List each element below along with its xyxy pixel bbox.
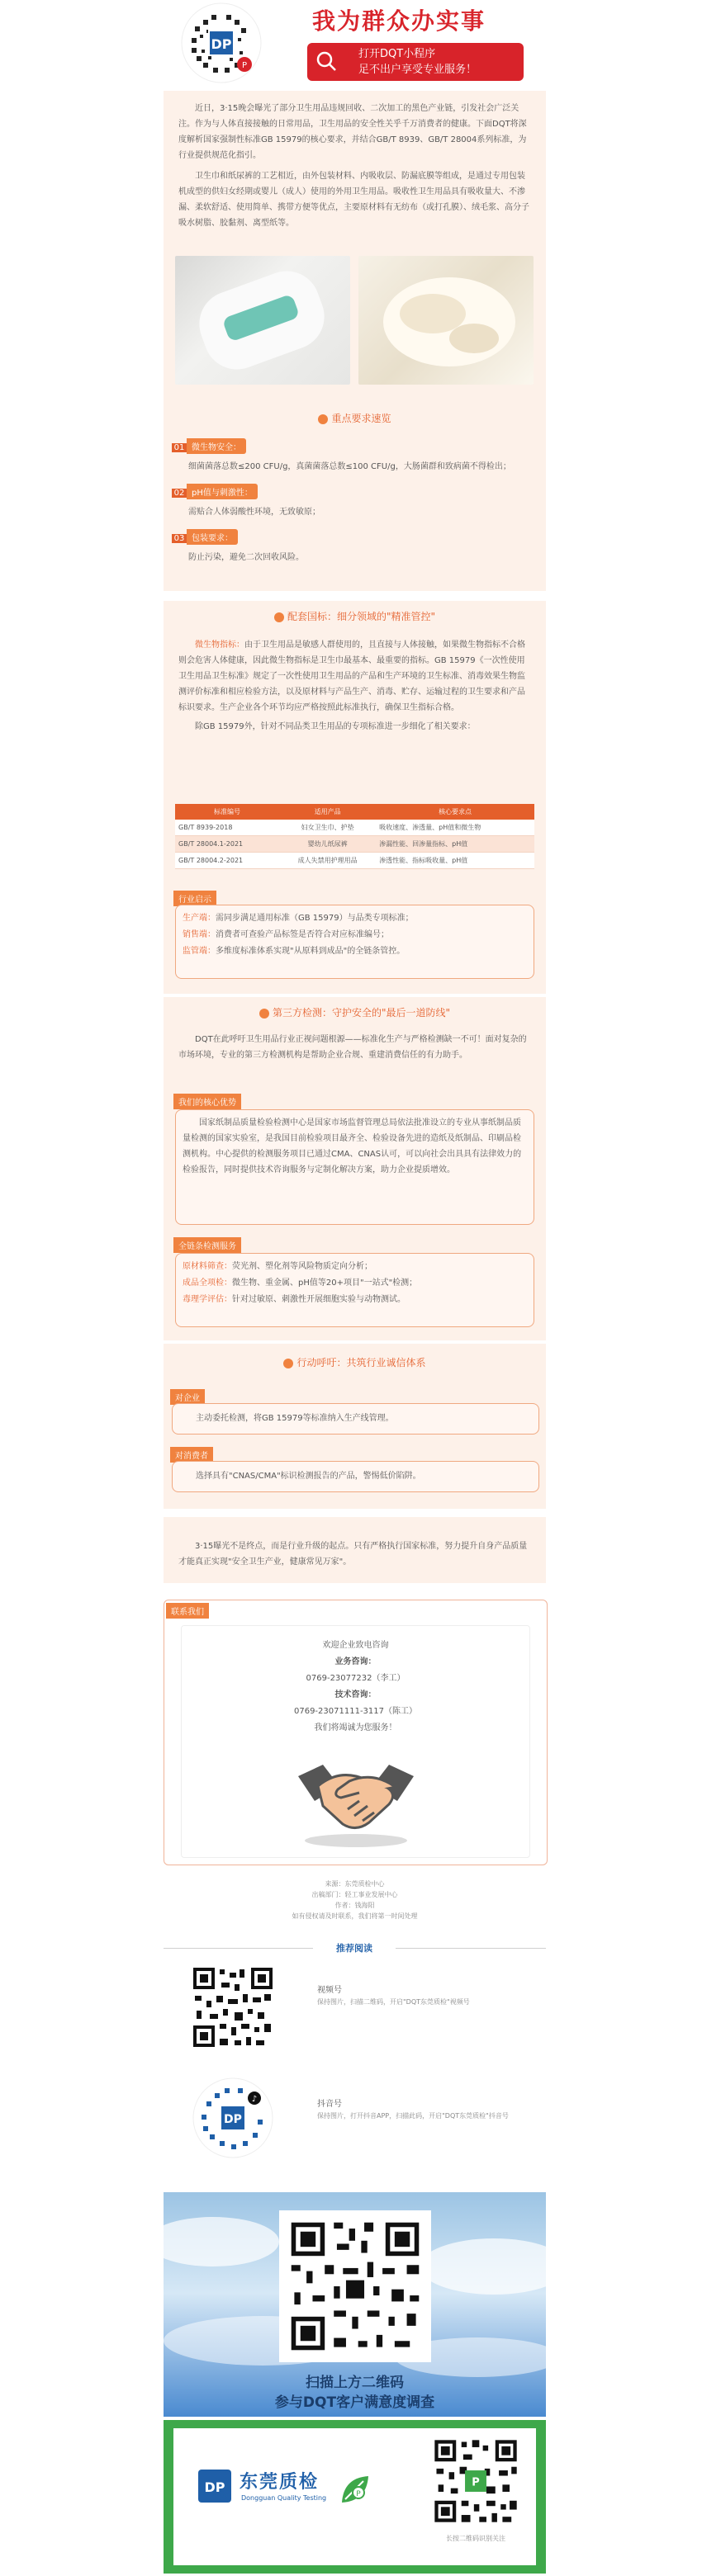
douyin-title: 抖音号 <box>317 2100 342 2109</box>
survey-line-2: 参与DQT客户满意度调查 <box>274 2394 435 2411</box>
table-header: 标准编号 <box>175 804 279 820</box>
credit-source: 来源：东莞质检中心 <box>325 1880 385 1888</box>
service-item: 成品全项检：微生物、重金属、pH值等20+项目"一站式"检测； <box>183 1279 418 1288</box>
insight-item: 监管端：多维度标准体系实现"从原料到成品"的全链条管控。 <box>183 947 406 956</box>
advantage-box: 国家纸制品质量检验检测中心是国家市场监督管理总局依法批准设立的专业从事纸制品质量检测的国家实验室，是我国目前检验项目最齐全、检验设备先进的造纸及纸制品、印刷品检测机构。中心提供的检测服务项目已通过CMA、CNAS认可，可以向社会出具具有法律效力的检验报告，同时提供技术咨询服务与定制化解决方案，助力企业提质增效。 <box>175 1109 534 1225</box>
contact-thanks: 我们将竭诚为您服务！ <box>314 1723 397 1732</box>
section4-title: 行动呼吁：共筑行业诚信体系 <box>164 1355 546 1369</box>
svg-text:P: P <box>356 2490 361 2498</box>
table-row: GB/T 8939-2018 妇女卫生巾、护垫 吸收速度、渗透量、pH值和微生物 <box>175 820 534 836</box>
cta-line-1: 打开DQT小程序 <box>358 48 436 60</box>
svg-text:DP: DP <box>224 2113 242 2126</box>
tech-phone[interactable]: 0769-23071111-3117（陈工） <box>293 1707 417 1716</box>
advantage-tag: 我们的核心优势 <box>173 1093 241 1109</box>
cta-line-2: 足不出户享受专业服务！ <box>358 64 477 76</box>
brand-name: 东莞质检 <box>240 2472 320 2493</box>
tech-label: 技术咨询： <box>334 1690 377 1699</box>
standards-section <box>164 601 546 994</box>
business-label: 业务咨询： <box>334 1657 377 1666</box>
header-title: 我为群众办实事 <box>312 7 486 35</box>
douyin-desc: 保持图片，打开抖音APP，扫描此码，开启"DQT东莞质检"抖音号 <box>317 2112 509 2120</box>
industry-insight-tag: 行业启示 <box>173 890 216 906</box>
survey-banner <box>164 2192 546 2417</box>
list-item: 01 微生物安全： 细菌菌落总数≤200 CFU/g，真菌菌落总数≤100 CFU/g，大肠菌群和致病菌不得检出； <box>172 437 539 475</box>
svg-text:P: P <box>472 2476 480 2489</box>
list-item: 02 pH值与刺激性： 需贴合人体弱酸性环境，无致敏原； <box>172 483 539 520</box>
section2-title: 配套国标：细分领域的"精准管控" <box>164 609 546 623</box>
section1-title: 重点要求速览 <box>164 411 546 425</box>
contact-tag: 联系我们 <box>166 1602 209 1619</box>
standards-paragraph-1: 微生物指标：由于卫生用品是敏感人群使用的，且直接与人体接触，如果微生物指标不合格则会危害人体健康，因此微生物指标是卫生巾最基本、最重要的指标。GB 15979《一次性使用卫生用品卫生标准》规定了一次性使用卫生用品的产品和生产环境的卫生标准、消毒效果生物监测评价标准和相应检验方法，以及原材料与产品生产、消毒、贮存、运输过程的卫生要求和产品标识要求。生产企业各个环节均应严格按照此标准执行，确保卫生指标合格。 <box>178 640 525 712</box>
brand-english-name: Dongguan Quality Testing <box>241 2494 327 2502</box>
search-icon <box>315 50 337 72</box>
enterprise-box: 主动委托检测，将GB 15979等标准纳入生产线管理。 <box>172 1403 539 1435</box>
credits-section <box>164 1874 546 1931</box>
brand-qr-caption: 长按二维码识别关注 <box>446 2535 505 2542</box>
video-channel-qr-code[interactable] <box>192 1966 274 2049</box>
sanitary-pad-photo <box>175 256 350 385</box>
insight-item: 销售端：消费者可查验产品标签是否符合对应标准编号； <box>183 930 389 939</box>
intro-paragraph-1: 近日，3·15晚会曝光了部分卫生用品违规回收、二次加工的黑色产业链，引发社会广泛关注。作为与人体直接接触的日常用品，卫生用品的安全性关乎千万消费者的健康。下面DQT将深度解析国家强制性标准GB 15979的核心要求，并结合GB/T 8939、GB/T 28004系列标准，为行业提供规范化指引。 <box>178 104 527 160</box>
consumer-tag: 对消费者 <box>170 1446 213 1463</box>
consumer-box: 选择具有"CNAS/CMA"标识检测报告的产品，警惕低价陷阱。 <box>172 1461 539 1492</box>
credit-copyright: 如有侵权请及时联系，我们将第一时间处理 <box>292 1912 418 1920</box>
section3-paragraph: DQT在此呼吁卫生用品行业正视问题根源——标准化生产与严格检测缺一不可！面对复杂的市场环境，专业的第三方检测机构是帮助企业合规、重建消费信任的有力助手。 <box>178 1035 527 1060</box>
survey-qr-code[interactable] <box>279 2210 431 2362</box>
intro-paragraph-2: 卫生巾和纸尿裤的工艺相近，由外包装材料、内吸收层、防漏底膜等组成，是通过专用包装机成型的供妇女经期或婴儿（成人）使用的外用卫生用品。吸收性卫生用品具有吸收量大、不渗漏、柔软舒适、使用简单、携带方便等优点，主要原材料有无纺布（或打孔膜）、绒毛浆、高分子吸水树脂、胶黏剂、离型纸等。 <box>178 172 529 228</box>
table-row: GB/T 28004.1-2021 婴幼儿纸尿裤 渗漏性能、回渗量指标、pH值 <box>175 836 534 853</box>
contact-section <box>164 1600 548 1865</box>
insight-item: 生产端：需同步满足通用标准（GB 15979）与品类专项标准； <box>183 914 414 923</box>
key-requirements-list <box>172 437 539 565</box>
service-item: 原材料筛查：荧光剂、塑化剂等风险物质定向分析； <box>183 1262 372 1271</box>
survey-line-1: 扫描上方二维码 <box>306 2375 404 2391</box>
closing-section <box>164 1517 546 1583</box>
header-qr-code[interactable] <box>180 2 263 84</box>
enterprise-tag: 对企业 <box>170 1388 205 1405</box>
third-party-testing-section <box>164 997 546 1340</box>
business-phone[interactable]: 0769-23077232（李工） <box>306 1674 406 1683</box>
list-item: 03 包装要求： 防止污染，避免二次回收风险。 <box>172 528 539 565</box>
standards-table <box>175 804 534 869</box>
recommend-section <box>164 1936 546 2184</box>
service-box <box>175 1253 534 1327</box>
service-item: 毒理学评估：针对过敏原、刺激性开展细胞实验与动物测试。 <box>183 1295 406 1304</box>
section3-title: 第三方检测：守护安全的"最后一道防线" <box>164 1005 546 1019</box>
intro-section <box>164 91 546 591</box>
douyin-qr-code[interactable] <box>192 2077 274 2159</box>
dqt-logo <box>198 2470 231 2503</box>
pad-material-photo <box>358 256 534 385</box>
recommend-title: 推荐阅读 <box>313 1941 396 1954</box>
table-row: GB/T 28004.2-2021 成人失禁用护理用品 渗透性能、指标吸收量、pH值 <box>175 853 534 869</box>
leaf-icon <box>339 2473 372 2506</box>
brand-qr-code[interactable] <box>431 2437 520 2526</box>
svg-text:♪: ♪ <box>251 2095 258 2104</box>
brand-footer <box>164 2420 546 2574</box>
call-to-action-section <box>164 1344 546 1509</box>
page-header <box>164 0 546 91</box>
video-channel-title: 视频号 <box>317 1986 342 1995</box>
closing-paragraph: 3·15曝光不是终点，而是行业升级的起点。只有严格执行国家标准，努力提升自身产品质量才能真正实现"安全卫生产业，健康常见万家"。 <box>178 1542 528 1567</box>
credit-department: 出稿部门：轻工事业发展中心 <box>311 1891 398 1898</box>
svg-text:P: P <box>241 61 248 70</box>
table-header: 核心要求点 <box>376 804 534 820</box>
credit-author: 作者：钱海阳 <box>334 1902 375 1909</box>
table-header: 适用产品 <box>279 804 376 820</box>
handshake-icon <box>290 1743 422 1850</box>
industry-insight-box <box>175 905 534 979</box>
svg-text:DP: DP <box>211 36 232 52</box>
video-channel-desc: 保持图片，扫描二维码，开启"DQT东莞质检"视频号 <box>317 1998 470 2006</box>
service-tag: 全链条检测服务 <box>173 1236 241 1253</box>
standards-paragraph-2: 除GB 15979外，针对不同品类卫生用品的专项标准进一步细化了相关要求： <box>195 722 476 731</box>
contact-welcome: 欢迎企业致电咨询 <box>322 1641 389 1650</box>
open-miniprogram-button[interactable] <box>307 43 524 81</box>
svg-text:DP: DP <box>204 2479 225 2495</box>
